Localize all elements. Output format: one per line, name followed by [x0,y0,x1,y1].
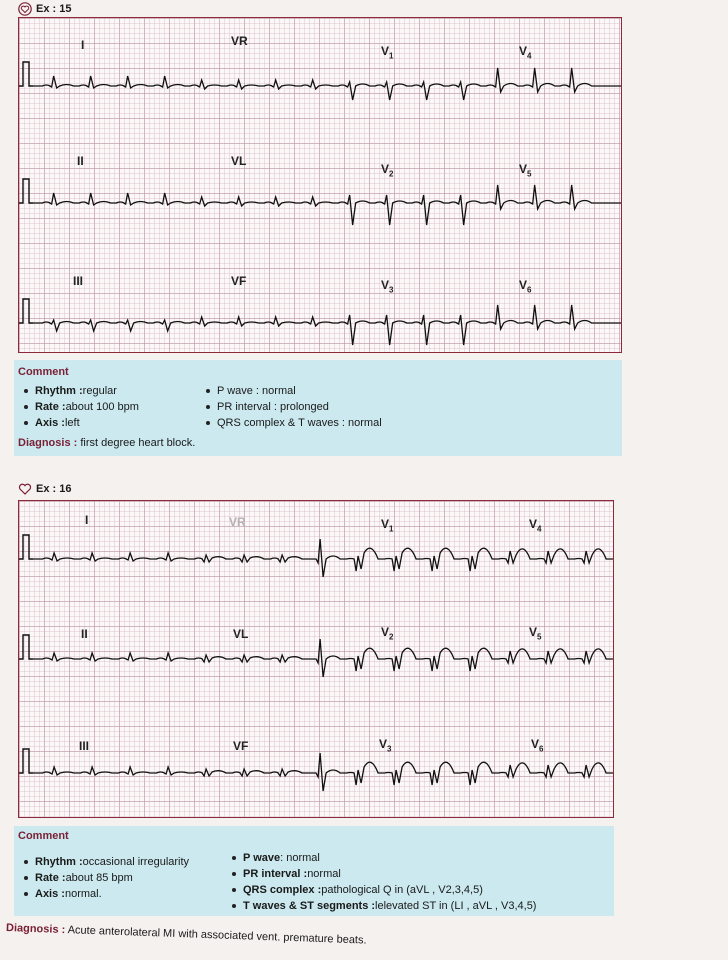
ex16-calibration-pulse-row-3 [19,749,33,773]
bullet-icon [232,904,236,908]
ex16-lead-V2: $V_2$ [381,625,394,642]
bullet-icon [24,860,28,864]
heart-icon [18,482,32,496]
ex15-pr-interval: PR interval : prolonged [206,401,329,413]
ex15-lead-II: II [77,154,84,168]
bullet-icon [232,888,236,892]
ex16-comment-box [14,826,614,916]
ex16-lead-III: III [79,739,90,753]
ex16-comment-title: Comment [18,830,69,842]
ex15-comment-box [14,360,622,456]
ex16-lead-VR: VR [229,515,246,529]
ex15-lead-VL: VL [231,154,247,168]
ex15-lead-V3: $V_3$ [381,278,394,295]
ex15-diagnosis: Diagnosis : first degree heart block. [18,437,196,449]
ex16-title: Ex : 16 [36,483,72,495]
ex16-lead-V5: $V_5$ [529,625,542,642]
ex15-lead-VF: VF [231,274,247,288]
ex16-st-t: T waves & ST segments : lelevated ST in (LI , aVL , V3,4,5) [232,900,536,912]
ex16-trace-row-2 [33,639,614,677]
ex15-calibration-pulse-row-2 [19,179,33,203]
ex16-lead-I: I [85,513,89,527]
ex15-ecg-strip [18,17,622,353]
ex15-rhythm: Rhythm : regular [24,385,117,397]
ex16-lead-V1: $V_1$ [381,517,394,534]
ex15-lead-V5: $V_5$ [519,162,532,179]
ex15-axis: Axis : left [24,417,80,429]
bullet-icon [232,856,236,860]
ex16-ecg-traces [19,501,614,818]
ex15-lead-III: III [73,274,84,288]
ex15-lead-V2: $V_2$ [381,162,394,179]
bullet-icon [206,421,210,425]
ex16-lead-VF: VF [233,739,249,753]
ex15-trace-row-2 [33,185,622,225]
ex15-calibration-pulse-row-3 [19,299,33,323]
ex16-lead-II: II [81,627,88,641]
bullet-icon [232,872,236,876]
ex15-lead-V6: $V_6$ [519,278,532,295]
ex15-lead-V1: $V_1$ [381,44,394,61]
ex16-pr-interval: PR interval : normal [232,868,341,880]
ex16-trace-row-1 [33,539,614,577]
ex15-comment-title: Comment [18,366,69,378]
ex16-calibration-pulse-row-1 [19,535,33,559]
ex15-ecg-traces [19,18,622,353]
ex16-trace-row-3 [33,753,614,791]
ex16-qrs: QRS complex : pathological Q in (aVL , V2,3,4,5) [232,884,483,896]
ex15-title: Ex : 15 [36,3,72,15]
bullet-icon [24,876,28,880]
ex15-lead-VR: VR [231,34,248,48]
ex15-p-wave: P wave : normal [206,385,296,397]
bullet-icon [206,389,210,393]
ex15-header [18,2,71,16]
ex16-rate: Rate : about 85 bpm [24,872,133,884]
bullet-icon [206,405,210,409]
ex15-trace-row-3 [33,305,622,345]
ex16-diagnosis: Diagnosis : Acute anterolateral MI with associated vent. premature beats. [5,922,367,947]
ex15-trace-row-1 [33,68,622,100]
ex15-lead-V4: $V_4$ [519,44,532,61]
bullet-icon [24,389,28,393]
ex16-lead-VL: VL [233,627,249,641]
ex16-lead-V6: $V_6$ [531,737,544,754]
ex16-p-wave: P wave : normal [232,852,320,864]
ex16-rhythm: Rhythm : occasional irregularity [24,856,189,868]
ex15-qrs: QRS complex & T waves : normal [206,417,382,429]
ex16-lead-V3: $V_3$ [379,737,392,754]
heart-icon [18,2,32,16]
bullet-icon [24,421,28,425]
bullet-icon [24,405,28,409]
ex16-axis: Axis : normal. [24,888,102,900]
ex15-calibration-pulse-row-1 [19,62,33,86]
ex16-lead-V4: $V_4$ [529,517,542,534]
ex16-ecg-strip [18,500,614,818]
bullet-icon [24,892,28,896]
ex16-header [18,482,71,496]
ex15-lead-I: I [81,38,85,52]
ex16-calibration-pulse-row-2 [19,635,33,659]
ex15-rate: Rate : about 100 bpm [24,401,139,413]
